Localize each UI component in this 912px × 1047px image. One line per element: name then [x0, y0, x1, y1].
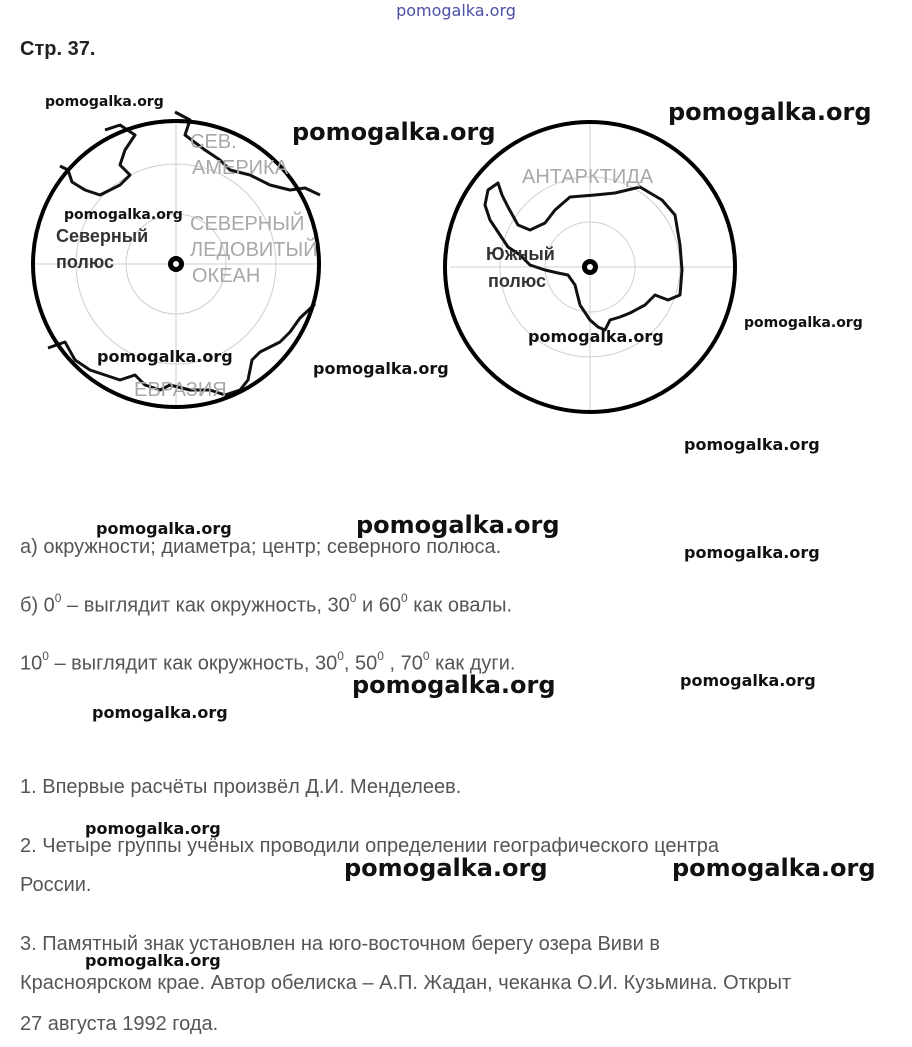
watermark: pomogalka.org	[292, 118, 496, 146]
south-pole-map	[430, 105, 750, 435]
watermark: pomogalka.org	[96, 519, 232, 538]
label-evraziya: ЕВРАЗИЯ	[134, 379, 227, 401]
watermark: pomogalka.org	[684, 543, 820, 562]
watermark: pomogalka.org	[344, 854, 548, 882]
watermark: pomogalka.org	[668, 98, 872, 126]
watermark: pomogalka.org	[528, 327, 664, 346]
label-okean: ОКЕАН	[192, 265, 261, 287]
fact-3-line3: 27 августа 1992 года.	[20, 1013, 219, 1035]
pole-label-line2: полюс	[488, 271, 546, 291]
watermark: pomogalka.org	[45, 94, 164, 110]
fact-2-line1: 2. Четыре группы учёных проводили определении географического центра	[20, 835, 719, 857]
watermark: pomogalka.org	[97, 347, 233, 366]
page-reference: Стр. 37.	[20, 38, 96, 60]
answer-b: б) $0^0$ – выглядит как окружность, $30^0$ и $60^0$ как овалы.	[20, 591, 513, 617]
fact-1: 1. Впервые расчёты произвёл Д.И. Менделеев.	[20, 776, 462, 798]
fact-2-line2: России.	[20, 874, 92, 896]
fact-3-line2: Красноярском крае. Автор обелиска – А.П. Жадан, чеканка О.И. Кузьмина. Открыт	[20, 972, 792, 994]
label-sev: СЕВ.	[190, 131, 237, 153]
answer-a: а) окружности; диаметра; центр; северного полюса.	[20, 536, 502, 558]
pole-label-line1: Южный	[486, 244, 555, 264]
pole-label-line2: полюс	[56, 252, 114, 272]
north-america-coastline	[60, 112, 320, 195]
site-header-link[interactable]: pomogalka.org	[396, 1, 516, 20]
watermark: pomogalka.org	[356, 511, 560, 539]
watermark: pomogalka.org	[85, 951, 221, 970]
watermark: pomogalka.org	[352, 671, 556, 699]
watermark: pomogalka.org	[672, 854, 876, 882]
watermark: pomogalka.org	[684, 435, 820, 454]
watermark: pomogalka.org	[85, 819, 221, 838]
pole-label-line1: Северный	[56, 226, 149, 246]
watermark: pomogalka.org	[313, 359, 449, 378]
watermark: pomogalka.org	[64, 207, 183, 223]
label-antarktida: АНТАРКТИДА	[522, 166, 654, 188]
label-ledovity: ЛЕДОВИТЫЙ	[190, 239, 318, 261]
answer-c: $10^0$ – выглядит как окружность, $30^0$, $50^0$ , $70^0$ как дуги.	[20, 649, 516, 675]
label-amerika: АМЕРИКА	[192, 157, 289, 179]
watermark: pomogalka.org	[92, 703, 228, 722]
label-severny: СЕВЕРНЫЙ	[190, 213, 305, 235]
watermark: pomogalka.org	[744, 315, 863, 331]
fact-3-line1: 3. Памятный знак установлен на юго-восточном берегу озера Виви в	[20, 933, 660, 955]
watermark: pomogalka.org	[680, 671, 816, 690]
